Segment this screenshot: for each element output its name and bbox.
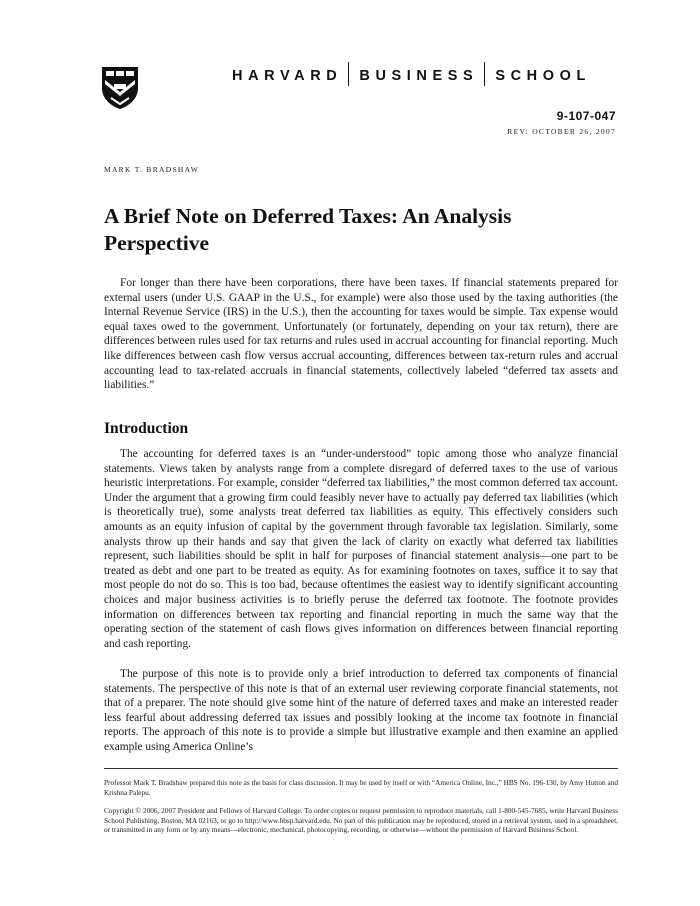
harvard-veritas-shield-icon xyxy=(101,66,139,110)
wordmark-divider xyxy=(348,62,349,86)
document-title: A Brief Note on Deferred Taxes: An Analysis Perspective xyxy=(104,204,512,255)
document-number: 9-107-047 xyxy=(556,109,616,123)
body-paragraph: The purpose of this note is to provide only a brief introduction to deferred tax components of financial statements. The perspective of this note is that of an external user reviewing corporate financial statements, not that of a preparer. The note should give some hint of the nature of deferred taxes and make an interested reader less fearful about addressing deferred tax issues and possibly looking at the income tax footnote in financial reports. The approach of this note is to provide a simple but illustrative example and then examine an applied example using America Online’s xyxy=(104,668,618,753)
section-heading: Introduction xyxy=(104,420,189,437)
wordmark-harvard: HARVARD xyxy=(232,68,343,84)
wordmark-school: SCHOOL xyxy=(495,68,591,84)
footnote-attribution: Professor Mark T. Bradshaw prepared this note as the basis for class discussion. It may be used by itself or with “America Online, Inc.,” HBS No. 196-130, by Amy Hutton and Krishna Palepu. xyxy=(104,778,618,797)
wordmark-business: BUSINESS xyxy=(359,68,479,84)
revision-date: REV: OCTOBER 26, 2007 xyxy=(507,127,616,136)
footnote-copyright: Copyright © 2006, 2007 President and Fellows of Harvard College. To order copies or request permission to reproduce materials, call 1-800-545-7685, write Harvard Business School Publishing, Boston, MA 02163, or go to http://www.hbsp.harvard.edu. No part of this publication may be reproduced, stored in a retrieval system, used in a spreadsheet, or transmitted in any form or by any means—electronic, mechanical, photocopying, recording, or otherwise—without the permission of Harvard Business School. xyxy=(104,806,618,835)
wordmark-divider xyxy=(484,62,485,86)
footnote-divider xyxy=(104,768,618,769)
intro-paragraph: For longer than there have been corporations, there have been taxes. If financial statements prepared for external users (under U.S. GAAP in the U.S., for example) were also those used by the taxing authorities (the Internal Revenue Service (IRS) in the U.S.), then the accounting for taxes would be simple. Tax expense would equal taxes owed to the government. Unfortunately (or fortunately, depending on your tax return), there are differences between rules used for tax returns and rules used in accrual accounting for financial reporting. Much like differences between cash flow versus accrual accounting, differences between tax-return rules and accrual accounting lead to tax-related accruals in financial statements, collectively labeled “deferred tax assets and liabilities.” xyxy=(104,277,618,392)
body-paragraph: The accounting for deferred taxes is an “under-understood” topic among those who analyze financial statements. Views taken by analysts range from a complete disregard of deferred taxes to the use of various heuristic interpretations. For example, consider “deferred tax liabilities,” the most common deferred tax account. Under the argument that a growing firm could feasibly never have to actually pay deferred tax liabilities (which is theoretically true), some analysts treat deferred tax liabilities as equity. This effectively considers such amounts as an equity infusion of capital by the government through favorable tax legislation. Similarly, some analysts throw up their hands and say that given the lack of clarity on exactly what deferred tax liabilities represent, such liabilities should be split in half for purposes of financial statement analysis—one part to be treated as debt and one part to be treated as equity. As for examining footnotes on taxes, suffice it to say that most people do not do so. This is too bad, because oftentimes the easiest way to identify significant accounting choices and major business activities is to briefly peruse the deferred tax footnote. The footnote provides information on differences between tax reporting and financial reporting in much the same way that the operating section of the statement of cash flows gives information on differences between financial reporting and cash reporting. xyxy=(104,448,618,650)
author-name: MARK T. BRADSHAW xyxy=(104,165,200,174)
school-wordmark xyxy=(232,62,591,86)
